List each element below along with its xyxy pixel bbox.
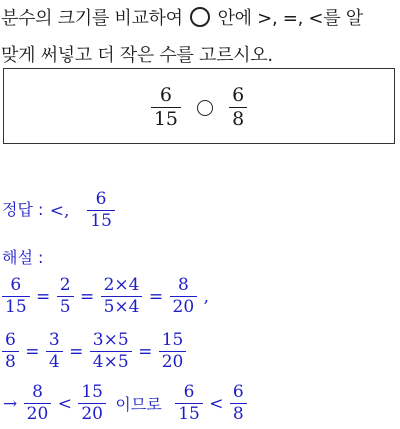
denominator: 4×5 (92, 352, 129, 372)
answer-value: <, (49, 200, 70, 221)
denominator: 5 (59, 297, 71, 317)
numerator: 3×5 (92, 330, 129, 350)
fraction (90, 332, 132, 371)
fraction (46, 332, 63, 371)
numerator: 6 (183, 382, 195, 402)
question-line-1-end: 안에 >, =, <를 알 (217, 8, 363, 29)
numerator: 8 (32, 382, 43, 402)
denominator: 5×4 (103, 297, 140, 317)
compare-circle-icon (197, 100, 213, 116)
therefore-text: 이므로 (115, 395, 162, 414)
numerator: 6 (232, 382, 244, 402)
problem-left-fraction (151, 86, 181, 129)
denominator: 8 (232, 404, 244, 424)
arrow-icon: → (3, 393, 18, 414)
problem-right-fraction (229, 86, 247, 129)
equals-sign: = (69, 341, 84, 362)
numerator: 6 (5, 330, 16, 350)
question-line-1-start: 분수의 크기를 비교하여 (1, 8, 183, 29)
problem-box (3, 68, 395, 144)
denominator: 15 (90, 211, 112, 231)
fraction (159, 332, 187, 371)
explanation-line-1 (2, 277, 210, 316)
numerator: 6 (232, 84, 245, 106)
equals-sign: = (148, 286, 164, 307)
equals-sign: = (36, 286, 51, 307)
answer-row (2, 191, 115, 230)
blank-circle-icon (190, 7, 210, 27)
denominator: 15 (178, 404, 200, 424)
denominator: 20 (81, 404, 103, 424)
denominator: 20 (172, 297, 195, 317)
explanation-label-row (2, 245, 43, 268)
less-than-sign: < (209, 393, 224, 414)
fraction (230, 384, 247, 423)
question-line-2: 맞게 써넣고 더 작은 수를 고르시오. (1, 45, 273, 66)
numerator: 2 (59, 275, 71, 295)
problem-expression (4, 86, 394, 129)
less-than-sign: < (57, 393, 72, 414)
explanation-label: 해설 : (2, 248, 44, 267)
numerator: 15 (81, 382, 103, 402)
numerator: 3 (48, 330, 60, 350)
numerator: 6 (10, 275, 22, 295)
denominator: 15 (153, 108, 178, 130)
fraction (57, 277, 74, 316)
answer-fraction (87, 191, 115, 230)
denominator: 8 (232, 108, 245, 130)
fraction (24, 384, 52, 423)
fraction (2, 332, 19, 371)
question-line-1 (1, 0, 400, 37)
equals-sign: = (138, 341, 153, 362)
numerator: 8 (177, 275, 189, 295)
fraction (170, 277, 198, 316)
denominator: 4 (48, 352, 60, 372)
question-text (0, 0, 400, 74)
fraction (78, 384, 106, 423)
equals-sign: = (79, 286, 95, 307)
explanation-line-2 (2, 332, 186, 371)
numerator: 6 (159, 84, 172, 106)
numerator: 15 (161, 330, 184, 350)
numerator: 2×4 (103, 275, 140, 295)
denominator: 8 (5, 352, 16, 372)
fraction (101, 277, 143, 316)
comma: , (203, 286, 209, 307)
answer-label: 정답 : (2, 200, 44, 219)
equals-sign: = (25, 341, 40, 362)
fraction (2, 277, 30, 316)
denominator: 20 (26, 404, 49, 424)
denominator: 20 (161, 352, 184, 372)
fraction (175, 384, 203, 423)
denominator: 15 (5, 297, 27, 317)
numerator: 6 (95, 189, 107, 209)
explanation-line-3 (2, 384, 247, 423)
